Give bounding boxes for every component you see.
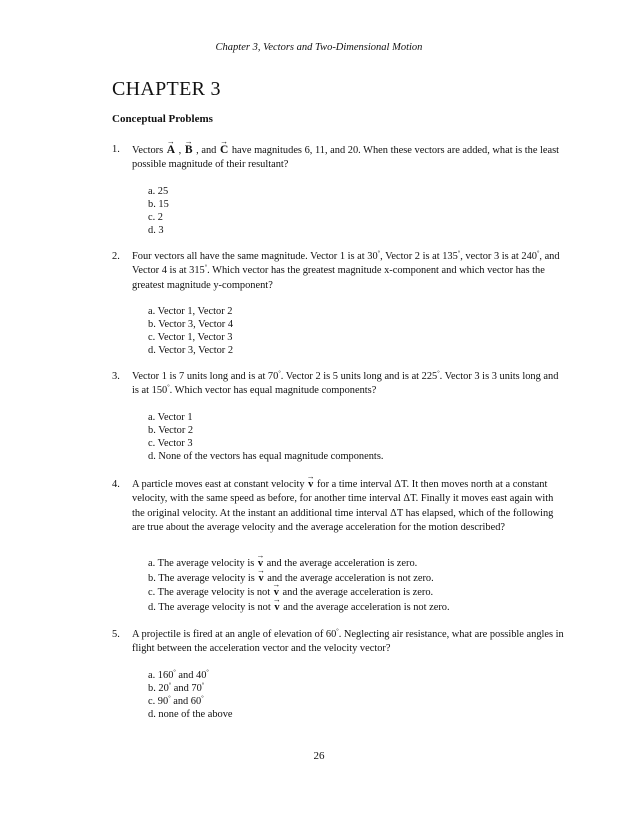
running-header: Chapter 3, Vectors and Two-Dimensional Motion — [215, 42, 423, 53]
question-text: A projectile is fired at an angle of elevation of 60°. Neglecting air resistance, what are possible angles in flight between the acceleration vector and the velocity vector? — [132, 628, 564, 655]
vector-c: → C — [220, 143, 228, 157]
option: b. The average velocity is → v and the average acceleration is not zero. — [148, 572, 450, 587]
option: b. Vector 2 — [148, 425, 194, 436]
option: b. 20° and 70° — [148, 682, 205, 694]
question-text: Vectors → A , → B , and → C have magnitudes 6, 11, and 20. When these vectors are added, what is the least possible magnitude of their resultant? — [132, 143, 567, 173]
option: a. 25 — [148, 186, 169, 197]
question-2-options — [148, 305, 233, 357]
option: c. Vector 3 — [148, 438, 193, 449]
question-4-options — [148, 557, 450, 615]
page-number: 26 — [313, 750, 325, 762]
question-3-options — [148, 411, 383, 463]
chapter-title: CHAPTER 3 — [112, 78, 221, 100]
option: a. Vector 1 — [148, 412, 193, 423]
question-number: 5. — [112, 629, 120, 640]
option: c. 2 — [148, 212, 164, 223]
option: d. The average velocity is not → v and the average acceleration is not zero. — [148, 601, 450, 616]
question-4 — [112, 478, 567, 535]
option: c. 90° and 60° — [148, 695, 204, 707]
question-text: A particle moves east at constant velocity → v for a time interval ΔT. It then moves north at a constant velocity, with the same speed as before, for another time interval ΔT. Finally it moves east again with the original velocity. At the instant an additional time interval ΔT has elapsed, which of the following are true about the average velocity and the average acceleration for the motion described? — [132, 478, 567, 535]
question-5-options — [148, 669, 233, 721]
section-title: Conceptual Problems — [112, 113, 213, 125]
vector-v: → v — [308, 478, 313, 492]
option: d. 3 — [148, 225, 164, 236]
question-text: Four vectors all have the same magnitude. Vector 1 is at 30°, Vector 2 is at 135°, vector 3 is at 240°, and Vector 4 is at 315°. Which vector has the greatest magnitude x-component and which vector has the greatest magnitude y-component? — [132, 250, 560, 291]
question-1 — [112, 143, 567, 173]
vector-a: → A — [167, 143, 175, 157]
option: a. 160° and 40° — [148, 669, 209, 681]
vector-v: → v — [274, 586, 279, 601]
question-3 — [112, 370, 567, 399]
option: c. The average velocity is not → v and the average acceleration is zero. — [148, 586, 450, 601]
question-number: 1. — [112, 144, 120, 155]
option: d. none of the above — [148, 709, 233, 720]
question-2 — [112, 250, 567, 293]
option: d. None of the vectors has equal magnitude components. — [148, 451, 384, 462]
option: b. 15 — [148, 199, 169, 210]
option: d. Vector 3, Vector 2 — [148, 345, 234, 356]
option: a. The average velocity is → v and the average acceleration is zero. — [148, 557, 450, 572]
vector-v: → v — [258, 557, 263, 572]
vector-v: → v — [274, 601, 279, 616]
option: b. Vector 3, Vector 4 — [148, 319, 234, 330]
vector-b: → B — [185, 143, 193, 157]
question-number: 2. — [112, 251, 120, 262]
question-number: 3. — [112, 371, 120, 382]
option: c. Vector 1, Vector 3 — [148, 332, 233, 343]
question-1-options — [148, 185, 169, 237]
option: a. Vector 1, Vector 2 — [148, 306, 233, 317]
question-5 — [112, 628, 567, 657]
question-number: 4. — [112, 479, 120, 490]
question-text: Vector 1 is 7 units long and is at 70°. Vector 2 is 5 units long and is at 225°. Vector 3 is 3 units long and is at 150°. Which vector has equal magnitude components? — [132, 370, 559, 397]
vector-v: → v — [258, 572, 263, 587]
